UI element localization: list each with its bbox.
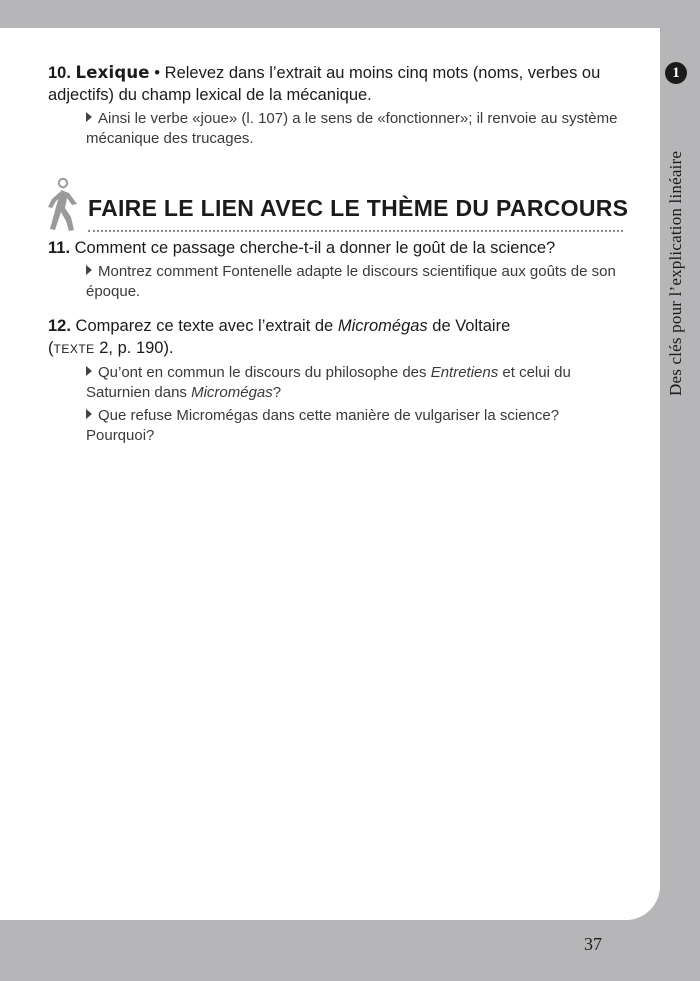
chapter-badge: 1 — [665, 62, 687, 84]
question-10 — [48, 62, 618, 106]
question-number: 10. — [48, 64, 71, 82]
dotted-divider — [88, 230, 623, 232]
triangle-bullet-icon — [86, 409, 92, 419]
page-number: 37 — [584, 934, 602, 954]
bullet: • — [154, 64, 161, 82]
question-text-end: de Voltaire — [427, 317, 511, 335]
question-11 — [48, 237, 618, 259]
work-title: Micromégas — [337, 317, 428, 335]
triangle-bullet-icon — [86, 366, 92, 376]
work-title: Entretiens — [430, 364, 499, 381]
question-number: 11. — [48, 239, 71, 257]
hint-text: Qu’ont en commun le discours du philosophe des — [98, 364, 431, 381]
hint-11 — [86, 262, 618, 302]
question-12 — [48, 315, 618, 360]
question-number: 12. — [48, 317, 71, 335]
triangle-bullet-icon — [86, 265, 92, 275]
hint-10 — [86, 109, 618, 149]
question-text: Comparez ce texte avec l’extrait de — [75, 317, 338, 335]
text-ref-label: TEXTE — [53, 342, 95, 356]
hint-text: Montrez comment Fontenelle adapte le discours scientifique aux goûts de son époque. — [86, 263, 616, 300]
hint-text: et celui du Saturnien dans — [86, 364, 571, 401]
section-title: FAIRE LE LIEN AVEC LE THÈME DU PARCOURS — [88, 195, 629, 221]
question-text: Comment ce passage cherche-t-il a donner le goût de la science? — [74, 239, 556, 257]
hint-text: Que refuse Micromégas dans cette manière de vulgariser la science? Pourquoi? — [86, 407, 560, 444]
hint-12b — [86, 406, 618, 446]
text-ref-rest: 2, p. 190). — [94, 339, 174, 357]
question-text: Relevez dans l’extrait au moins cinq mots (noms, verbes ou adjectifs) du champ lexical de la mécanique. — [48, 64, 601, 104]
lexique-tag: Lexique — [75, 63, 150, 82]
page-content — [48, 62, 629, 446]
section-header — [48, 175, 629, 231]
side-tab-label: Des clés pour l’explication linéaire — [666, 150, 685, 396]
work-title: Micromégas — [191, 384, 273, 401]
walking-person-icon — [44, 177, 80, 233]
hint-text: ? — [272, 384, 282, 401]
triangle-bullet-icon — [86, 112, 92, 122]
ref-open: ( — [48, 339, 54, 357]
hint-12a — [86, 363, 618, 403]
page-sheet — [0, 28, 660, 920]
hint-text: Ainsi le verbe «joue» (l. 107) a le sens de «fonctionner»; il renvoie au système mécanique des trucages. — [86, 110, 618, 147]
